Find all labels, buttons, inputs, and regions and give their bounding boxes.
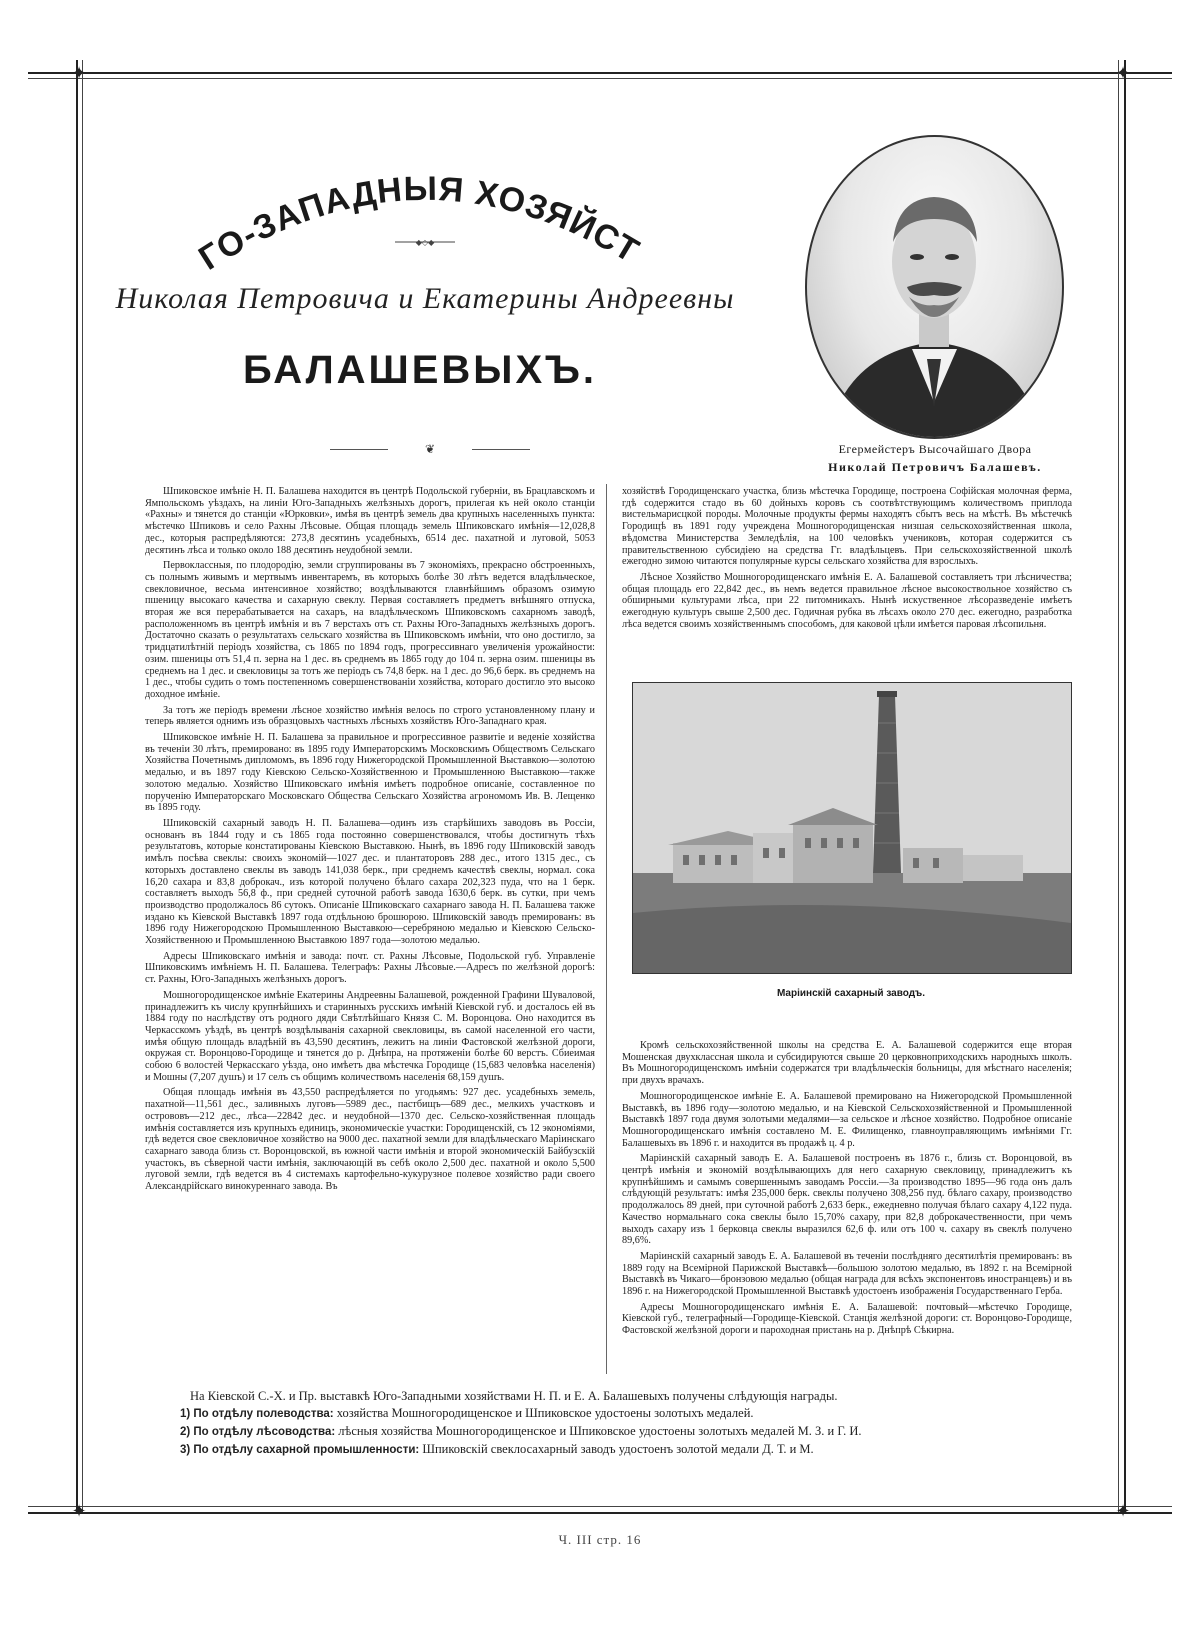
frame-bottom-inner-line <box>28 1506 1172 1507</box>
frame-bottom-line <box>28 1512 1172 1514</box>
corner-ornament-icon: ✦ <box>71 63 87 83</box>
award-label: 3) По отдѣлу сахарной промышленности: <box>180 1444 420 1456</box>
frame-top-line <box>28 72 1172 74</box>
arc-title-text: ГО-ЗАПАДНЫЯ ХОЗЯЙСТ <box>192 169 646 278</box>
award-text: Шпиковскій свеклосахарный заводъ удостоенъ золотой медали Д. Т. и М. <box>422 1442 814 1456</box>
factory-photo <box>632 682 1072 974</box>
paragraph: Лѣсное Хозяйство Мошногородищенскаго имѣнія Е. А. Балашевой составляетъ три лѣсничества; общая площадь его 22,842 дес., въ немъ ведется правильное лѣсное высокоствольное хозяйство съ обширными культурами лѣса, при 22 питомникахъ. Нынѣ искуственное лѣсоразведеніе имѣетъ ежегодную культуръ свыше 2,500 дес. Годичная рубка въ лѣсахъ около 270 дес. ежегодно, разработка лѣса ведется своимъ хозяйственнымъ способомъ, для каковой цѣли имѣется паровая лѣсопильня. <box>622 571 1072 630</box>
paragraph: Шпиковское имѣніе Н. П. Балашева находится въ центрѣ Подольской губерніи, въ Брацлавскомъ и Ямпольскомъ уѣздахъ, на линіи Юго-Западныхъ желѣзныхъ дорогъ, прилегая къ ней около станціи «Рахны» и тянется до станціи «Юрковки», имѣя въ центрѣ земель два крупныхъ населенныхъ пункта: мѣстечко Шпиковъ и село Рахны Лѣсовые. Общая площадь земель Шпиковскаго имѣнія—12,028,8 дес., которыя распредѣляются: 273,8 десятинъ усадебныхъ, 6514 дес. пахатной и луговой, 5053 десятинъ лѣса и только около 188 десятинъ неудобной земли. <box>145 486 595 556</box>
right-column-top <box>622 486 1072 634</box>
portrait-figure <box>807 137 1062 437</box>
award-label: 1) По отдѣлу полеводства: <box>180 1408 334 1420</box>
paragraph: Адресы Шпиковскаго имѣнія и завода: почт. ст. Рахны Лѣсовые, Подольской губ. Управленіе Шпиковскимъ имѣніемъ Н. П. Балашева. Телеграфъ: Рахны Лѣсовые.—Адресъ по желѣзной дорогѣ: ст. Рахны, Юго-Западныхъ желѣзныхъ дорогъ. <box>145 950 595 986</box>
portrait-photo <box>805 135 1064 439</box>
paragraph: Первоклассныя, по плодородію, земли сгруппированы въ 7 экономіяхъ, прекрасно обстроенныхъ, съ полнымъ живымъ и мертвымъ инвентаремъ, въ которыхъ болѣе 30 лѣтъ ведется владѣльческое, свекловичное, весьма интенсивное хозяйство; воздѣлываются главнѣйшимъ образомъ озимую пшеницу высокаго качества и сахарную свеклу. Первая составляетъ предметъ внѣшняго отпуска, вторая же вся перерабатывается на сахаръ, на владѣльческомъ Шпиковскомъ сахарномъ заводѣ, расположенномъ въ центрѣ имѣнія и въ 7 верстахъ отъ ст. Рахны Юго-Западныхъ желѣзныхъ дорогъ. Достаточно сказать о результатахъ сельскаго хозяйства въ Шпиковскомъ имѣніи, что оно достигло, за тридцатилѣтній періодъ хозяйства, съ 1865 по 1894 годъ, прогрессивнаго увеличенія урожайности: озим. пшеницы отъ 51,4 п. зерна на 1 дес. въ среднемъ въ 1865 году до 104 п. зерна озим. пшеницы въ среднемъ на 1 дес. и свекловицы за тотъ же періодъ съ 74,8 берк. на 1 дес. до 96,6 берк. въ среднемъ на 1 дес., чтобы судить о томъ постепенномъ совершенствованіи хозяйства, котораго достигло это высоко доходное имѣніе. <box>145 560 595 700</box>
arc-title-graphic <box>190 150 660 280</box>
paragraph: Адресы Мошногородищенскаго имѣнія Е. А. Балашевой: почтовый—мѣстечко Городище, Кіевской губ., телеграфный—Городище-Кіевской. Станція желѣзной дороги: ст. Воронцово-Городище, Фастовской желѣзной дороги и пароходная пристань на р. Днѣпрѣ Сѣкирна. <box>622 1301 1072 1337</box>
family-name: БАЛАШЕВЫХЪ. <box>242 348 598 392</box>
ornament-divider-icon: ❦ <box>360 442 500 456</box>
frame-top-inner-line <box>28 78 1172 79</box>
portrait-caption-name: Николай Петровичъ Балашевъ. <box>828 460 1042 474</box>
award-text: хозяйства Мошногородищенское и Шпиковское удостоены золотыхъ медалей. <box>336 1406 754 1420</box>
factory-illustration <box>633 683 1071 973</box>
paragraph: Общая площадь имѣнія въ 43,550 распредѣляется по угодьямъ: 927 дес. усадебныхъ земель, пахатной—11,561 дес., заливныхъ луговъ—5989 дес., пастбищъ—689 дес., мелкихъ участковъ и острововъ—212 дес., лѣса—22842 дес. и неудобной—1370 дес. Сельско-хозяйственная площадь имѣнія составляется изъ крупныхъ единицъ, экономическіе участки: Городищенскій, съ 12 экономіями, гдѣ ведется свое свекловичное хозяйство на 9000 дес. пахатной земли для владѣльческаго Маріинскаго сахарнаго завода близь ст. Воронцовской, въ южной части имѣнія и второй экономическій Байбузскій участокъ, въ сѣверной части имѣнія, заключающій въ себѣ около 2,500 дес. пахатной и около 5,500 луговой земли, гдѣ ведется въ 4 системахъ картофельно-кукурузное полевое хозяйство ради своего Александрійскаго винокуреннаго завода. Въ <box>145 1087 595 1193</box>
arc-title <box>190 150 660 280</box>
right-column-bottom <box>622 1040 1072 1341</box>
page-number: Ч. III стр. 16 <box>558 1532 642 1547</box>
corner-ornament-icon: ✦ <box>71 1501 87 1521</box>
award-text: лѣсныя хозяйства Мошногородищенское и Шпиковское удостоены золотыхъ медалей М. З. и Г. И. <box>338 1424 862 1438</box>
svg-text:◆◇◆: ◆◇◆ <box>415 238 435 247</box>
paragraph: хозяйствѣ Городищенскаго участка, близь мѣстечка Городище, построена Софійская молочная ферма, гдѣ содержится стадо въ 60 дойныхъ коровъ съ соотвѣтствующимъ количествомъ приплода вистельмарисцкой породы. Молочные продукты фермы находятъ сбытъ весь на мѣстѣ. Въ мѣстечкѣ Городищѣ въ 1891 году учреждена Мошногородищенская низшая сельскохозяйственная школа, вѣдомства Министерства Земледѣлія, на 100 человѣкъ учениковъ, которая содержится съ правительственною субсидіею на средства Гг. владѣльцевъ. При сельскохозяйственной школѣ ежегодно зимою читаются популярные курсы сельскаго хозяйства для взрослыхъ. <box>622 486 1072 568</box>
frame-right-line <box>1124 60 1126 1512</box>
paragraph: Шпиковское имѣніе Н. П. Балашева за правильное и прогрессивное развитіе и веденіе хозяйства въ теченіи 30 лѣтъ, премировано: въ 1895 году Императорскимъ Московскимъ Обществомъ Сельскаго Хозяйства Почетнымъ дипломомъ, въ 1896 году Нижегородской Промышленной Выставкою—золотою медалью, и въ 1897 году Кіевскою Сельско-Хозяйственною и Промышленною Выставкою—также золотою медалью. Хозяйство Шпиковскаго имѣнія имѣетъ подробное описаніе, составленное по порученію Императорскаго Московскаго Общества Сельскаго Хозяйства агрономомъ Ив. В. Лещенко въ 1895 году. <box>145 732 595 814</box>
awards-intro: На Кіевской С.-Х. и Пр. выставкѣ Юго-Западными хозяйствами Н. П. и Е. А. Балашевыхъ получены слѣдующія награды. <box>190 1389 838 1403</box>
svg-text:ЮГО-ЗАПАДНЫЯ ХОЗЯЙСТВА <box>190 150 646 278</box>
photo-caption: Маріинскій сахарный заводъ. <box>776 988 926 999</box>
paragraph: Кромѣ сельскохозяйственной школы на средства Е. А. Балашевой содержится еще вторая Мошенская двухклассная школа и субсидируются свыше 20 церковноприходскихъ народныхъ школъ. Въ Мошногородищенскомъ имѣніи содержатся три владѣльческія больницы, для мѣстнаго населенія; при двухъ врачахъ. <box>622 1040 1072 1087</box>
owners-names: Николая Петровича и Екатерины Андреевны <box>115 282 735 315</box>
paragraph: Маріинскій сахарный заводъ Е. А. Балашевой построенъ въ 1876 г., близь ст. Воронцовой, въ центрѣ имѣнія и экономій воздѣлывающихъ для него сахарную свекловицу, принадлежитъ къ крупнѣйшимъ и самымъ совершеннымъ заводамъ Россіи.—За производство 1895—96 года онъ далъ слѣдующій результатъ: имѣя 235,000 берк. свеклы получено 308,256 пуд. бѣлаго сахару, производство продолжалось 89 дней, при суточной работѣ 2,633 берк., ежедневно получая бѣлаго сахару 4,122 пуда. Качество нормальнаго сока свеклы было 15,70% сахару, при 82,8 доброкачественности, при чемъ выходъ сахару изъ 1 берковца свеклы выразился 62,6 ф. или отъ 100 ч. сахару въ свеклѣ получено 89,6%. <box>622 1153 1072 1247</box>
frame-left-inner-line <box>82 60 83 1512</box>
column-separator <box>606 484 607 1374</box>
paragraph: Маріинскій сахарный заводъ Е. А. Балашевой въ теченіи послѣдняго десятилѣтія премированъ: въ 1889 году на Всемірной Парижской Выставкѣ—большою золотою медалью, въ 1892 г. на Всемірной Выставкѣ въ Чикаго—бронзовою медалью (общая награда для всѣхъ экспонентовъ иностранцевъ) и въ 1896 г. на Нижегородской Промышленной Выставкѣ удостоенъ изображенія Государственнаго Герба. <box>622 1250 1072 1298</box>
paragraph: Мошногородищенское имѣніе Екатерины Андреевны Балашевой, рожденной Графини Шуваловой, принадлежитъ къ числу крупнѣйшихъ и старинныхъ русскихъ имѣній Кіевской губ. и досталось ей въ 1884 году по наслѣдству отъ родного дяди Свѣтлѣйшаго Князя С. М. Воронцова. Оно находится въ Черкасскомъ уѣздѣ, въ центрѣ воздѣлыванія сахарной свекловицы, въ самой населенной его части, имѣя общую площадь владѣній въ 43,590 десятинъ, лежитъ на линіи Фастовской желѣзной дороги, окружая ст. Воронцово-Городище и тянется до р. Днѣпра, на протяженіи болѣе 60 верстъ. Сбиеимая собою 6 волостей Черкасскаго уѣзда, оно имѣетъ два мѣстечка Городище (15,683 человѣка населенія) и Мошны (7,207 душъ) и 17 селъ съ общимъ количествомъ населенія 68,159 душъ. <box>145 989 595 1083</box>
paragraph: Мошногородищенское имѣніе Е. А. Балашевой премировано на Нижегородской Промышленной Выставкѣ, въ 1896 году—золотою медалью, и на Кіевской Сельскохозяйственной и Промышленной Выставкѣ 1897 года двумя золотыми медалями—за сельское и лѣсное хозяйство. Подробное описаніе Мошногородищенскаго имѣнія составлено М. Е. Филищенко, главноуправляющимъ имѣніями Гг. Балашевыхъ въ 1896 г. и находится въ продажѣ ц. 4 р. <box>622 1090 1072 1149</box>
paragraph: За тотъ же періодъ времени лѣсное хозяйство имѣнія велось по строго установленному плану и теперь является однимъ изъ образцовыхъ частныхъ лѣсныхъ хозяйствъ Юго-Западнаго края. <box>145 704 595 728</box>
corner-ornament-icon: ✦ <box>1115 63 1131 83</box>
awards-section <box>180 1388 1060 1459</box>
award-item <box>180 1441 1060 1459</box>
frame-right-inner-line <box>1118 60 1119 1512</box>
award-item <box>180 1405 1060 1423</box>
frame-left-line <box>76 60 78 1512</box>
paragraph: Шпиковскій сахарный заводъ Н. П. Балашева—одинъ изъ старѣйшихъ заводовъ въ Россіи, основанъ въ 1844 году и съ 1865 года постоянно совершенствовался, чтобы достигнуть тѣхъ результатовъ, которые констатированы Кіевскою Выставкою. Нынѣ, въ 1896 году Шпиковскій заводъ имѣлъ посѣва свеклы: своихъ экономій—1027 дес. и плантаторовъ 288 дес., итого 1315 дес., съ которыхъ доставлено свеклы въ заводъ 141,038 берк., при среднемъ качествѣ свеклы, нормал. сока 16,20 сахара и 83,8 доброкач., изъ которой получено бѣлаго сахара 202,323 пуда, что на 1 берк. составляетъ выходъ 56,8 ф., при средней суточной работѣ завода 1630,6 берк. въ сутки, при чемъ производство продолжалось 86 сутокъ. Описаніе Шпиковскаго сахарнаго завода Н. П. Балашева также издано къ Кіевской Выставкѣ 1897 года отдѣльною брошюрою. Шпиковскій заводъ премированъ: въ 1896 году Нижегородскою Промышленною Выставкою—серебряною медалью и Кіевскою Сельско-Хозяйственною и Промышленною Выставкою 1897 года—золотою медалью. <box>145 817 595 947</box>
award-label: 2) По отдѣлу лѣсоводства: <box>180 1426 336 1438</box>
portrait-caption-role: Егермейстеръ Высочайшаго Двора <box>838 442 1032 456</box>
left-column <box>145 486 595 1197</box>
award-item <box>180 1423 1060 1441</box>
corner-ornament-icon: ✦ <box>1115 1501 1131 1521</box>
